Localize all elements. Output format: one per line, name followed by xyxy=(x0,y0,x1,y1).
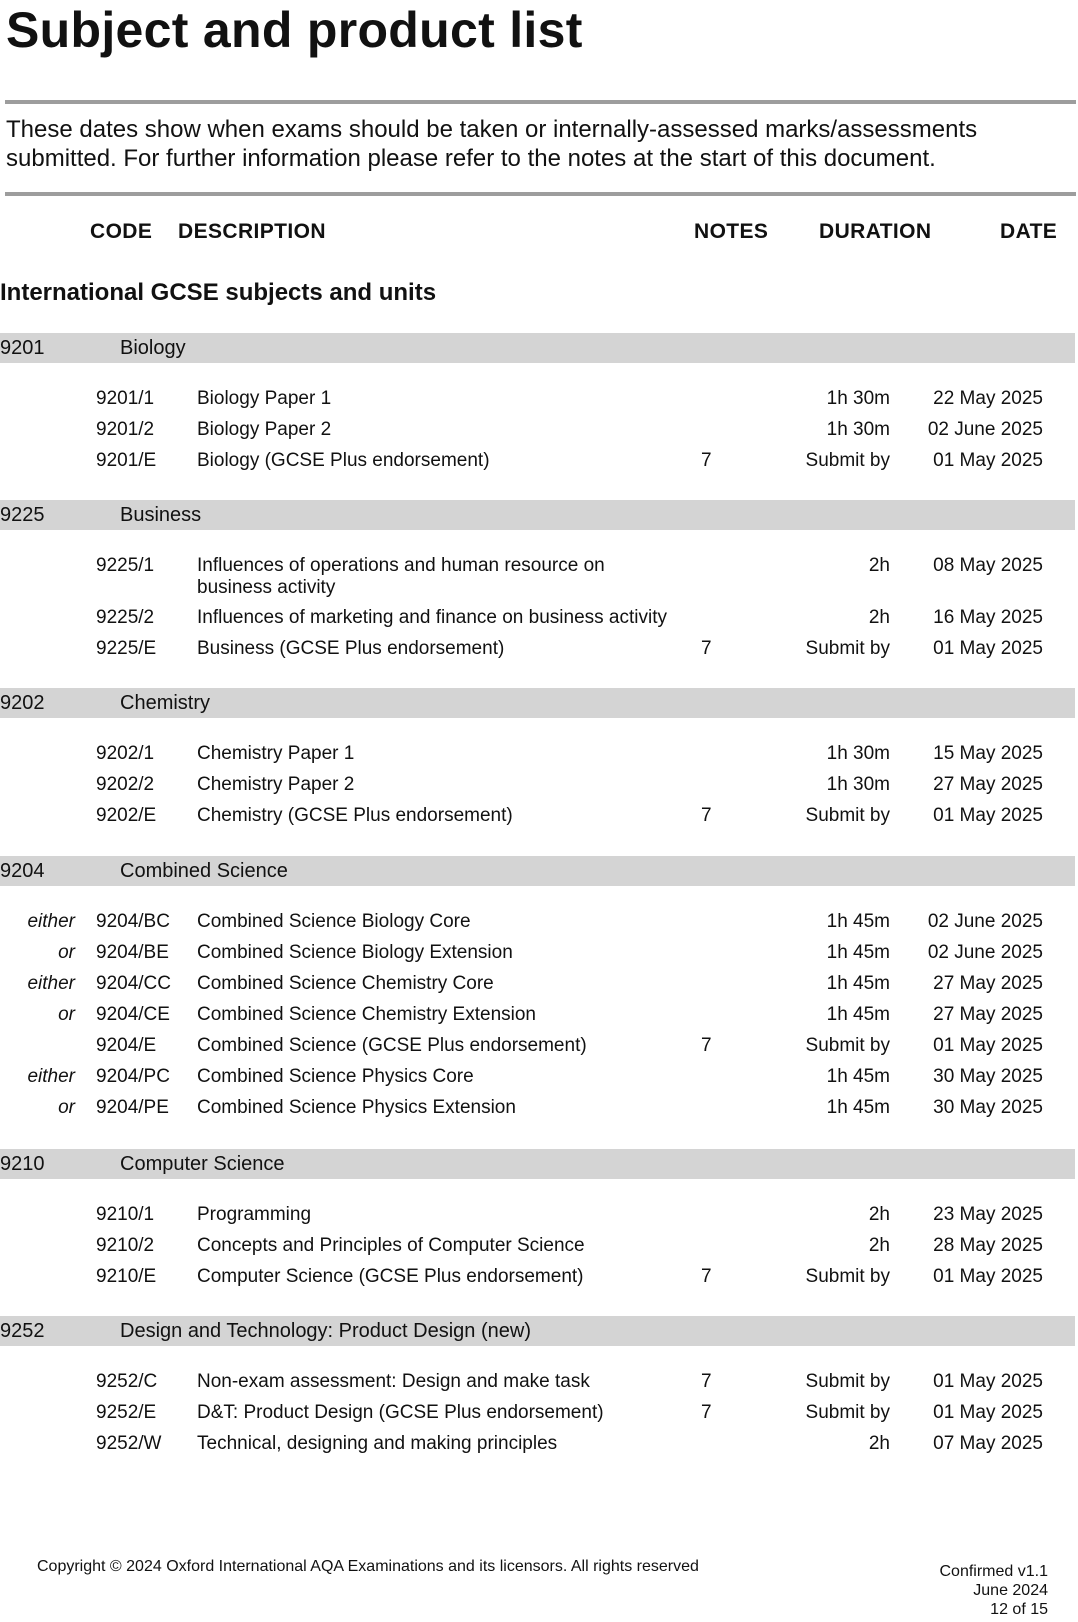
unit-row xyxy=(0,774,1078,805)
unit-notes: 7 xyxy=(701,1035,712,1056)
unit-row xyxy=(0,419,1078,450)
footer-copyright: Copyright © 2024 Oxford International AQA Examinations and its licensors. All rights reserved xyxy=(37,1558,699,1575)
unit-row xyxy=(0,1035,1078,1066)
unit-code: 9204/BE xyxy=(96,942,169,963)
unit-description: Chemistry Paper 1 xyxy=(197,743,355,764)
subject-name: Biology xyxy=(120,337,186,359)
unit-duration: 2h xyxy=(868,1204,890,1225)
unit-duration: 1h 45m xyxy=(826,911,890,932)
unit-row xyxy=(0,973,1078,1004)
unit-description: Combined Science Chemistry Core xyxy=(197,973,494,994)
unit-duration: Submit by xyxy=(805,1266,890,1287)
column-header-description: DESCRIPTION xyxy=(178,220,326,243)
unit-date: 01 May 2025 xyxy=(933,1371,1043,1392)
column-header-notes: NOTES xyxy=(694,220,769,243)
unit-description: Combined Science Physics Extension xyxy=(197,1097,516,1118)
unit-code: 9252/W xyxy=(96,1433,162,1454)
unit-qualifier: either xyxy=(27,911,75,932)
unit-description: Biology Paper 2 xyxy=(197,419,332,440)
unit-duration: Submit by xyxy=(805,1402,890,1423)
unit-duration: Submit by xyxy=(805,1035,890,1056)
unit-row xyxy=(0,911,1078,942)
subject-header xyxy=(0,333,1075,363)
unit-code: 9210/E xyxy=(96,1266,157,1287)
unit-description: Biology (GCSE Plus endorsement) xyxy=(197,450,490,471)
unit-date: 01 May 2025 xyxy=(933,805,1043,826)
unit-duration: 1h 45m xyxy=(826,1066,890,1087)
column-header-duration: DURATION xyxy=(819,220,932,243)
unit-date: 01 May 2025 xyxy=(933,1266,1043,1287)
unit-code: 9204/PC xyxy=(96,1066,170,1087)
subject-group-combined-science xyxy=(0,856,1078,1128)
unit-code: 9201/2 xyxy=(96,419,155,440)
unit-description: Combined Science Chemistry Extension xyxy=(197,1004,536,1025)
subject-group-biology xyxy=(0,333,1078,481)
subject-header xyxy=(0,856,1075,886)
unit-code: 9204/PE xyxy=(96,1097,169,1118)
unit-date: 27 May 2025 xyxy=(933,973,1043,994)
unit-row xyxy=(0,1066,1078,1097)
intro-text: These dates show when exams should be taken or internally-assessed marks/assessments submitted. For further information please refer to the notes at the start of this document. xyxy=(6,116,978,172)
divider xyxy=(5,192,1076,196)
unit-qualifier: either xyxy=(27,1066,75,1087)
divider xyxy=(5,100,1076,104)
unit-code: 9225/2 xyxy=(96,607,155,628)
subject-group-computer-science xyxy=(0,1149,1078,1297)
unit-row xyxy=(0,1371,1078,1402)
subject-code: 9201 xyxy=(0,337,45,359)
section-title: International GCSE subjects and units xyxy=(0,279,437,306)
subject-name: Combined Science xyxy=(120,860,288,882)
unit-date: 02 June 2025 xyxy=(927,942,1043,963)
unit-duration: 1h 30m xyxy=(826,388,890,409)
unit-duration: 2h xyxy=(868,1235,890,1256)
subject-code: 9252 xyxy=(0,1320,45,1342)
unit-duration: 2h xyxy=(868,607,890,628)
unit-row xyxy=(0,743,1078,774)
footer-meta xyxy=(940,1562,1049,1619)
footer-date: June 2024 xyxy=(973,1582,1048,1599)
subject-group-business xyxy=(0,500,1078,669)
unit-date: 15 May 2025 xyxy=(933,743,1043,764)
unit-date: 02 June 2025 xyxy=(927,911,1043,932)
unit-description: Combined Science Biology Extension xyxy=(197,942,513,963)
unit-duration: Submit by xyxy=(805,805,890,826)
subject-group-design-technology xyxy=(0,1316,1078,1464)
subject-code: 9204 xyxy=(0,860,45,882)
unit-code: 9252/C xyxy=(96,1371,158,1392)
subject-code: 9202 xyxy=(0,692,45,714)
subject-code: 9225 xyxy=(0,504,45,526)
unit-description: Combined Science Biology Core xyxy=(197,911,471,932)
unit-notes: 7 xyxy=(701,1371,712,1392)
unit-code: 9204/E xyxy=(96,1035,157,1056)
unit-description: D&T: Product Design (GCSE Plus endorsement) xyxy=(197,1402,604,1423)
unit-qualifier: or xyxy=(58,1097,75,1118)
subject-name: Computer Science xyxy=(120,1153,285,1175)
page-title: Subject and product list xyxy=(6,2,583,58)
unit-description: Concepts and Principles of Computer Science xyxy=(197,1235,585,1256)
unit-date: 01 May 2025 xyxy=(933,1402,1043,1423)
unit-duration: 1h 45m xyxy=(826,1097,890,1118)
unit-code: 9210/2 xyxy=(96,1235,155,1256)
unit-notes: 7 xyxy=(701,638,712,659)
unit-date: 01 May 2025 xyxy=(933,450,1043,471)
unit-description: Non-exam assessment: Design and make task xyxy=(197,1371,590,1392)
subject-group-chemistry xyxy=(0,688,1078,836)
unit-code: 9204/CE xyxy=(96,1004,170,1025)
subject-name: Chemistry xyxy=(120,692,211,714)
column-header-date: DATE xyxy=(1000,220,1058,243)
unit-date: 08 May 2025 xyxy=(933,555,1043,576)
unit-duration: 1h 45m xyxy=(826,942,890,963)
footer-status: Confirmed v1.1 xyxy=(939,1563,1048,1580)
subject-header xyxy=(0,688,1075,718)
unit-description: Business (GCSE Plus endorsement) xyxy=(197,638,505,659)
unit-row xyxy=(0,1402,1078,1433)
unit-notes: 7 xyxy=(701,1402,712,1423)
unit-duration: 1h 45m xyxy=(826,973,890,994)
unit-row xyxy=(0,1266,1078,1297)
unit-row xyxy=(0,1004,1078,1035)
unit-code: 9202/1 xyxy=(96,743,155,764)
unit-date: 01 May 2025 xyxy=(933,1035,1043,1056)
unit-date: 30 May 2025 xyxy=(933,1066,1043,1087)
unit-qualifier: either xyxy=(27,973,75,994)
unit-notes: 7 xyxy=(701,1266,712,1287)
subject-header xyxy=(0,500,1075,530)
unit-description: Programming xyxy=(197,1204,312,1225)
unit-duration: 1h 30m xyxy=(826,774,890,795)
unit-description: Influences of operations and human resource on business activity xyxy=(197,555,605,598)
unit-code: 9204/BC xyxy=(96,911,170,932)
unit-duration: 1h 30m xyxy=(826,419,890,440)
unit-date: 23 May 2025 xyxy=(933,1204,1043,1225)
subject-header xyxy=(0,1149,1075,1179)
unit-code: 9225/E xyxy=(96,638,157,659)
unit-description: Combined Science (GCSE Plus endorsement) xyxy=(197,1035,587,1056)
unit-notes: 7 xyxy=(701,450,712,471)
unit-date: 02 June 2025 xyxy=(927,419,1043,440)
unit-code: 9252/E xyxy=(96,1402,157,1423)
unit-date: 01 May 2025 xyxy=(933,638,1043,659)
unit-code: 9202/2 xyxy=(96,774,155,795)
unit-description: Technical, designing and making principles xyxy=(197,1433,558,1454)
unit-row xyxy=(0,1235,1078,1266)
unit-row xyxy=(0,1433,1078,1464)
unit-row xyxy=(0,638,1078,669)
subject-code: 9210 xyxy=(0,1153,45,1175)
unit-duration: 2h xyxy=(868,555,890,576)
unit-code: 9202/E xyxy=(96,805,157,826)
unit-date: 16 May 2025 xyxy=(933,607,1043,628)
unit-qualifier: or xyxy=(58,1004,75,1025)
unit-row xyxy=(0,555,1078,607)
subject-name: Business xyxy=(120,504,202,526)
subject-header xyxy=(0,1316,1075,1346)
unit-row xyxy=(0,805,1078,836)
unit-code: 9210/1 xyxy=(96,1204,155,1225)
unit-description: Chemistry (GCSE Plus endorsement) xyxy=(197,805,513,826)
unit-row xyxy=(0,388,1078,419)
unit-duration: 1h 45m xyxy=(826,1004,890,1025)
unit-row xyxy=(0,450,1078,481)
unit-row xyxy=(0,1097,1078,1128)
unit-duration: 2h xyxy=(868,1433,890,1454)
unit-description: Biology Paper 1 xyxy=(197,388,332,409)
unit-description: Influences of marketing and finance on business activity xyxy=(197,607,667,628)
unit-code: 9201/E xyxy=(96,450,157,471)
column-header-code: CODE xyxy=(90,220,153,243)
unit-date: 22 May 2025 xyxy=(933,388,1043,409)
unit-date: 27 May 2025 xyxy=(933,774,1043,795)
unit-row xyxy=(0,607,1078,638)
unit-description: Computer Science (GCSE Plus endorsement) xyxy=(197,1266,584,1287)
unit-date: 28 May 2025 xyxy=(933,1235,1043,1256)
unit-description: Chemistry Paper 2 xyxy=(197,774,355,795)
unit-code: 9225/1 xyxy=(96,555,155,576)
unit-duration: Submit by xyxy=(805,1371,890,1392)
unit-code: 9201/1 xyxy=(96,388,155,409)
page-number: 12 of 15 xyxy=(990,1601,1048,1618)
unit-notes: 7 xyxy=(701,805,712,826)
unit-qualifier: or xyxy=(58,942,75,963)
unit-duration: 1h 30m xyxy=(826,743,890,764)
unit-duration: Submit by xyxy=(805,638,890,659)
unit-description: Combined Science Physics Core xyxy=(197,1066,474,1087)
unit-date: 30 May 2025 xyxy=(933,1097,1043,1118)
subject-name: Design and Technology: Product Design (new) xyxy=(120,1320,531,1342)
unit-row xyxy=(0,942,1078,973)
unit-date: 27 May 2025 xyxy=(933,1004,1043,1025)
unit-date: 07 May 2025 xyxy=(933,1433,1043,1454)
unit-row xyxy=(0,1204,1078,1235)
unit-duration: Submit by xyxy=(805,450,890,471)
unit-code: 9204/CC xyxy=(96,973,171,994)
